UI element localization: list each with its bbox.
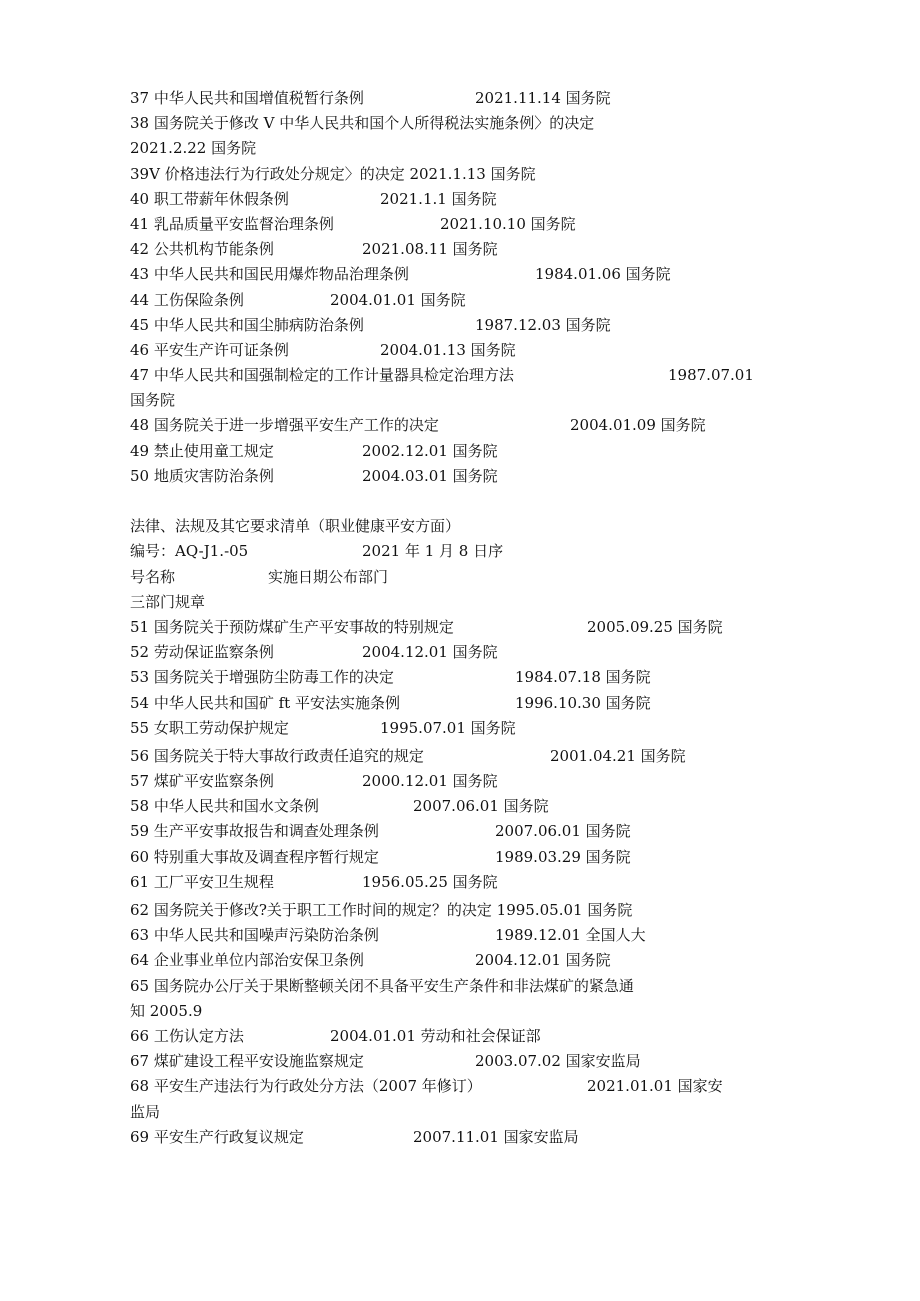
list-item: 国务院 <box>130 391 176 410</box>
list-item: 66 工伤认定方法 2004.01.01 劳动和社会保证部 <box>130 1026 541 1045</box>
list-item: 42 公共机构节能条例 2021.08.11 国务院 <box>130 240 498 259</box>
list-item: 64 企业事业单位内部治安保卫条例 2004.12.01 国务院 <box>130 951 611 970</box>
list-item: 43 中华人民共和国民用爆炸物品治理条例 1984.01.06 国务院 <box>130 265 671 284</box>
list-item: 51 国务院关于预防煤矿生产平安事故的特别规定 2005.09.25 国务院 <box>130 617 723 636</box>
list-item: 52 劳动保证监察条例 2004.12.01 国务院 <box>130 643 498 662</box>
doc-code-row: 编号：AQ-J1.-05 2021 年 1 月 8 日序 <box>130 542 504 561</box>
list-item: 63 中华人民共和国噪声污染防治条例 1989.12.01 全国人大 <box>130 926 646 945</box>
list-item: 68 平安生产违法行为行政处分方法（2007 年修订） 2021.01.01 国家安 <box>130 1077 723 1096</box>
list-item: 65 国务院办公厅关于果断整顿关闭不具备平安生产条件和非法煤矿的紧急通 <box>130 976 634 995</box>
list-item: 监局 <box>130 1102 161 1121</box>
list-item: 45 中华人民共和国尘肺病防治条例 1987.12.03 国务院 <box>130 315 611 334</box>
list-item: 54 中华人民共和国矿 ft 平安法实施条例 1996.10.30 国务院 <box>130 693 651 712</box>
list-item: 50 地质灾害防治条例 2004.03.01 国务院 <box>130 466 498 485</box>
list-item: 69 平安生产行政复议规定 2007.11.01 国家安监局 <box>130 1127 579 1146</box>
list-item: 61 工厂平安卫生规程 1956.05.25 国务院 <box>130 872 498 891</box>
list-item: 57 煤矿平安监察条例 2000.12.01 国务院 <box>130 772 498 791</box>
list-item: 44 工伤保险条例 2004.01.01 国务院 <box>130 290 466 309</box>
list-item: 知 2005.9 <box>130 1001 203 1020</box>
list-item: 46 平安生产许可证条例 2004.01.13 国务院 <box>130 340 516 359</box>
spacer <box>130 489 770 514</box>
list-item: 39V 价格违法行为行政处分规定〉的决定 2021.1.13 国务院 <box>130 164 536 183</box>
list-item: 2021.2.22 国务院 <box>130 139 257 158</box>
category-heading: 三部门规章 <box>130 592 206 611</box>
document-page <box>130 86 770 1150</box>
list-item: 55 女职工劳动保护规定 1995.07.01 国务院 <box>130 718 516 737</box>
list-item: 40 职工带薪年休假条例 2021.1.1 国务院 <box>130 189 497 208</box>
list-item: 62 国务院关于修改?关于职工工作时间的规定？的决定 1995.05.01 国务院 <box>130 901 633 919</box>
list-item: 53 国务院关于增强防尘防毒工作的决定 1984.07.18 国务院 <box>130 668 651 687</box>
list-item: 48 国务院关于进一步增强平安生产工作的决定 2004.01.09 国务院 <box>130 416 706 435</box>
list-item: 41 乳品质量平安监督治理条例 2021.10.10 国务院 <box>130 214 576 233</box>
list-item: 37 中华人民共和国增值税暂行条例 2021.11.14 国务院 <box>130 89 611 107</box>
list-item: 60 特别重大事故及调查程序暂行规定 1989.03.29 国务院 <box>130 847 631 866</box>
list-item: 59 生产平安事故报告和调查处理条例 2007.06.01 国务院 <box>130 822 631 841</box>
column-header-row: 号名称 实施日期公布部门 <box>130 567 389 586</box>
list-item: 49 禁止使用童工规定 2002.12.01 国务院 <box>130 441 498 460</box>
list-item: 67 煤矿建设工程平安设施监察规定 2003.07.02 国家安监局 <box>130 1052 641 1071</box>
section-title: 法律、法规及其它要求清单（职业健康平安方面） <box>130 517 461 536</box>
list-item: 38 国务院关于修改 V 中华人民共和国个人所得税法实施条例〉的决定 <box>130 114 595 133</box>
list-item: 56 国务院关于特大事故行政责任追究的规定 2001.04.21 国务院 <box>130 746 686 765</box>
list-item: 58 中华人民共和国水文条例 2007.06.01 国务院 <box>130 797 549 816</box>
list-item: 47 中华人民共和国强制检定的工作计量器具检定治理方法 1987.07.01 <box>130 366 754 385</box>
